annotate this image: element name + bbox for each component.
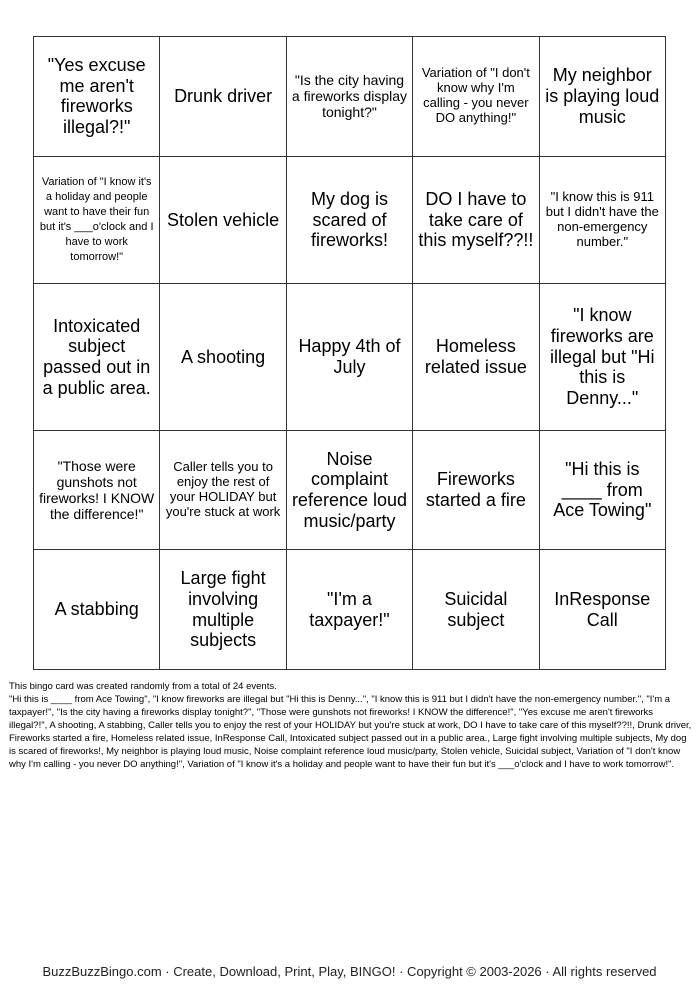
notes-intro: This bingo card was created randomly from a total of 24 events. <box>9 681 277 692</box>
bingo-cell: "Those were gunshots not fireworks! I KNOW the difference!" <box>34 430 160 550</box>
bingo-cell: Homeless related issue <box>413 284 539 431</box>
bingo-cell: Variation of "I don't know why I'm calling - you never DO anything!" <box>413 37 539 157</box>
bingo-row <box>34 550 666 670</box>
bingo-cell: A shooting <box>160 284 286 431</box>
bingo-row <box>34 430 666 550</box>
bingo-cell: My neighbor is playing loud music <box>539 37 665 157</box>
bingo-cell: "I know this is 911 but I didn't have the non-emergency number." <box>539 156 665 284</box>
bingo-row <box>34 156 666 284</box>
bingo-cell: "I'm a taxpayer!" <box>286 550 412 670</box>
site-footer: BuzzBuzzBingo.com · Create, Download, Print, Play, BINGO! · Copyright © 2003-2026 · All rights reserved <box>42 964 657 979</box>
bingo-cell: Stolen vehicle <box>160 156 286 284</box>
bingo-cell: "Is the city having a fireworks display tonight?" <box>286 37 412 157</box>
bingo-cell: DO I have to take care of this myself??!! <box>413 156 539 284</box>
bingo-cell: Large fight involving multiple subjects <box>160 550 286 670</box>
bingo-cell: Intoxicated subject passed out in a public area. <box>34 284 160 431</box>
bingo-cell: InResponse Call <box>539 550 665 670</box>
bingo-cell: Drunk driver <box>160 37 286 157</box>
bingo-cell: A stabbing <box>34 550 160 670</box>
card-notes <box>9 680 693 771</box>
bingo-cell: Happy 4th of July <box>286 284 412 431</box>
bingo-cell: "Hi this is ____ from Ace Towing" <box>539 430 665 550</box>
bingo-card <box>33 36 666 670</box>
bingo-cell: My dog is scared of fireworks! <box>286 156 412 284</box>
bingo-row <box>34 284 666 431</box>
bingo-cell: Suicidal subject <box>413 550 539 670</box>
bingo-cell: Caller tells you to enjoy the rest of your HOLIDAY but you're stuck at work <box>160 430 286 550</box>
notes-event-list: "Hi this is ____ from Ace Towing", "I know fireworks are illegal but "Hi this is Denny...", "I know this is 911 but I didn't have the non-emergency number.", "I'm a taxpayer!", "Is the city having a fireworks display tonight?", "Those were gunshots not fireworks! I KNOW the difference!", "Yes excuse me aren't fireworks illegal?!", A shooting, A stabbing, Caller tells you to enjoy the rest of your HOLIDAY but you're stuck at work, DO I have to take care of this myself??!!, Drunk driver, Fireworks started a fire, Homeless related issue, InResponse Call, Intoxicated subject passed out in a public area., Large fight involving multiple subjects, My dog is scared of fireworks!, My neighbor is playing loud music, Noise complaint reference loud music/party, Stolen vehicle, Suicidal subject, Variation of "I don't know why I'm calling - you never DO anything!", Variation of "I know it's a holiday and people want to have their fun but it's ___o'clock and I have to work tomorrow!". <box>9 694 692 770</box>
bingo-cell: Noise complaint reference loud music/party <box>286 430 412 550</box>
bingo-cell: "I know fireworks are illegal but "Hi this is Denny..." <box>539 284 665 431</box>
bingo-cell: Variation of "I know it's a holiday and people want to have their fun but it's ___o'clock and I have to work tomorrow!" <box>34 156 160 284</box>
bingo-cell: "Yes excuse me aren't fireworks illegal?!" <box>34 37 160 157</box>
bingo-cell: Fireworks started a fire <box>413 430 539 550</box>
bingo-row <box>34 37 666 157</box>
